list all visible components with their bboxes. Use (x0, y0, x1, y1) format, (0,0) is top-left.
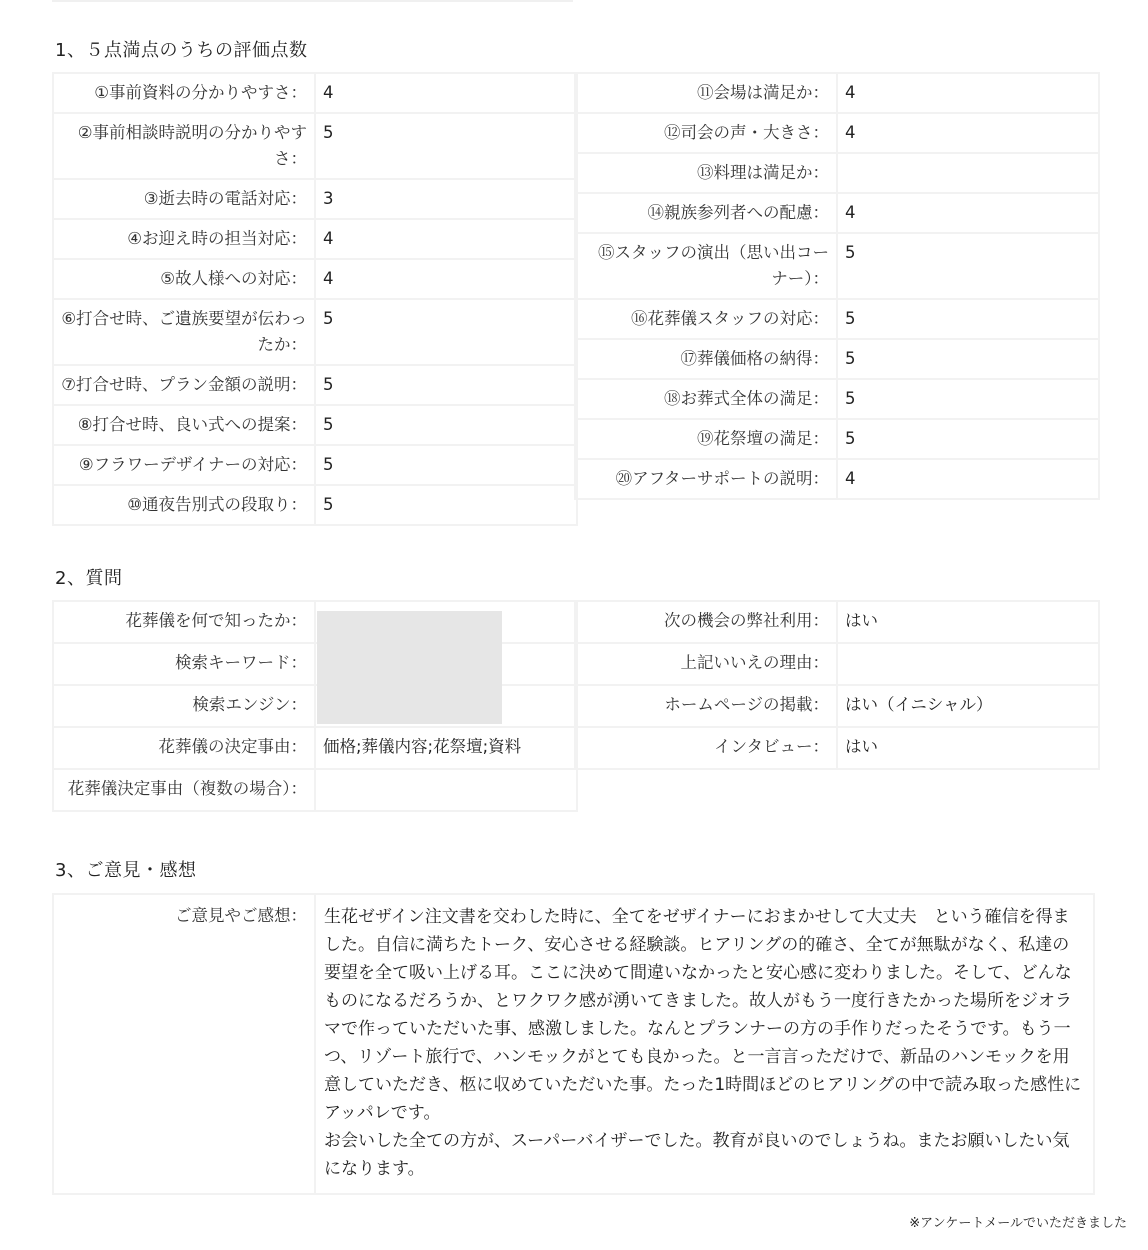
row-label: ⑨フラワーデザイナーの対応： (53, 445, 315, 485)
row-label: 次の機会の弊社利用： (575, 601, 837, 643)
table-row (53, 299, 577, 365)
row-label: 上記いいえの理由： (575, 643, 837, 685)
table-row (575, 379, 1099, 419)
row-label: 検索キーワード： (53, 643, 315, 685)
opinion-paragraph: 生花ゼザイン注文書を交わした時に、全てをゼザイナーにおまかせして大丈夫 という確信を得ました。自信に満ちたトーク、安心させる経験談。ヒアリングの的確さ、全てが無駄がなく、私達の要望を全て吸い上げる耳。ここに決めて間違いなかったと安心感に変わりました。そして、どんなものになるだろうか、とワクワク感が湧いてきました。故人がもう一度行きたかった場所をジオラマで作っていただいた事、感激しました。なんとプランナーの方の手作りだったそうです。もう一つ、リゾート旅行で、ハンモックがとても良かった。と一言言っただけで、新品のハンモックを用意していただき、柩に収めていただいた事。たった1時間ほどのヒアリングの中で読み取った感性にアッパレです。 (324, 907, 1082, 1123)
opinion-table (52, 893, 1095, 1195)
row-label: ホームページの掲載： (575, 685, 837, 727)
footnote: ※アンケートメールでいただきました (909, 1216, 1127, 1231)
row-value: 5 (837, 339, 1099, 379)
questions-table-right (574, 600, 1100, 770)
row-label: 花葬儀決定事由（複数の場合）： (53, 769, 315, 811)
row-label: ①事前資料の分かりやすさ： (53, 73, 315, 113)
row-label: ⑳アフターサポートの説明： (575, 459, 837, 499)
row-label: ⑪会場は満足か： (575, 73, 837, 113)
row-value: 4 (837, 459, 1099, 499)
section-heading-questions: 2、質問 (55, 568, 123, 589)
row-value: 5 (315, 445, 577, 485)
table-row (53, 73, 577, 113)
table-row (575, 193, 1099, 233)
row-value (837, 643, 1099, 685)
table-row (575, 73, 1099, 113)
table-row (575, 299, 1099, 339)
row-value: 5 (315, 365, 577, 405)
table-row (575, 233, 1099, 299)
table-row (575, 643, 1099, 685)
row-value: 5 (837, 419, 1099, 459)
row-value: 5 (837, 379, 1099, 419)
row-label: インタビュー： (575, 727, 837, 769)
row-label: ⑱お葬式全体の満足： (575, 379, 837, 419)
table-row (575, 419, 1099, 459)
section-heading-ratings: 1、５点満点のうちの評価点数 (55, 40, 308, 61)
row-label: ⑧打合せ時、良い式への提案： (53, 405, 315, 445)
row-value: 4 (315, 73, 577, 113)
row-value (837, 153, 1099, 193)
row-label: ⑮スタッフの演出（思い出コーナー）： (575, 233, 837, 299)
redacted-block (317, 611, 502, 724)
table-row (575, 685, 1099, 727)
row-value (315, 769, 577, 811)
opinion-text (315, 894, 1094, 1194)
row-label: ③逝去時の電話対応： (53, 179, 315, 219)
row-label: ⑲花祭壇の満足： (575, 419, 837, 459)
row-value: 5 (315, 405, 577, 445)
row-label: 花葬儀の決定事由： (53, 727, 315, 769)
previous-table-fragment (52, 0, 573, 2)
opinion-paragraph: お会いした全ての方が、スーパーバイザーでした。教育が良いのでしょうね。またお願いしたい気になります。 (324, 1131, 1070, 1179)
row-value: 価格;葬儀内容;花祭壇;資料 (315, 727, 577, 769)
row-value: 5 (837, 299, 1099, 339)
table-row (53, 219, 577, 259)
table-row (53, 365, 577, 405)
table-row (53, 179, 577, 219)
row-label: ⑭親族参列者への配慮： (575, 193, 837, 233)
row-label: ⑩通夜告別式の段取り： (53, 485, 315, 525)
ratings-table-right (574, 72, 1100, 500)
table-row (575, 727, 1099, 769)
row-value: はい（イニシャル） (837, 685, 1099, 727)
table-row (575, 601, 1099, 643)
table-row (575, 459, 1099, 499)
ratings-table-left (52, 72, 578, 526)
table-row (575, 339, 1099, 379)
row-value: 4 (315, 259, 577, 299)
table-row (53, 405, 577, 445)
row-label: 検索エンジン： (53, 685, 315, 727)
row-value: 5 (315, 113, 577, 179)
table-row (575, 113, 1099, 153)
row-value: 4 (837, 73, 1099, 113)
row-label: ⑰葬儀価格の納得： (575, 339, 837, 379)
row-label: ②事前相談時説明の分かりやすさ： (53, 113, 315, 179)
opinion-label: ご意見やご感想： (53, 894, 315, 1194)
row-label: ⑦打合せ時、プラン金額の説明： (53, 365, 315, 405)
row-value: 4 (837, 113, 1099, 153)
row-value: 5 (837, 233, 1099, 299)
table-row (53, 259, 577, 299)
table-row (53, 445, 577, 485)
row-label: ⑥打合せ時、ご遺族要望が伝わったか： (53, 299, 315, 365)
table-row (53, 769, 577, 811)
row-value: はい (837, 727, 1099, 769)
row-value: 5 (315, 299, 577, 365)
table-row (53, 485, 577, 525)
table-row (53, 727, 577, 769)
section-heading-opinion: 3、ご意見・感想 (55, 860, 197, 881)
row-value: 3 (315, 179, 577, 219)
table-row (53, 113, 577, 179)
row-value: 4 (837, 193, 1099, 233)
table-row (53, 894, 1094, 1194)
row-label: 花葬儀を何で知ったか： (53, 601, 315, 643)
row-label: ⑫司会の声・大きさ： (575, 113, 837, 153)
row-value: 4 (315, 219, 577, 259)
row-label: ⑬料理は満足か： (575, 153, 837, 193)
row-label: ⑯花葬儀スタッフの対応： (575, 299, 837, 339)
table-row (575, 153, 1099, 193)
row-value: 5 (315, 485, 577, 525)
row-value: はい (837, 601, 1099, 643)
row-label: ⑤故人様への対応： (53, 259, 315, 299)
row-label: ④お迎え時の担当対応： (53, 219, 315, 259)
